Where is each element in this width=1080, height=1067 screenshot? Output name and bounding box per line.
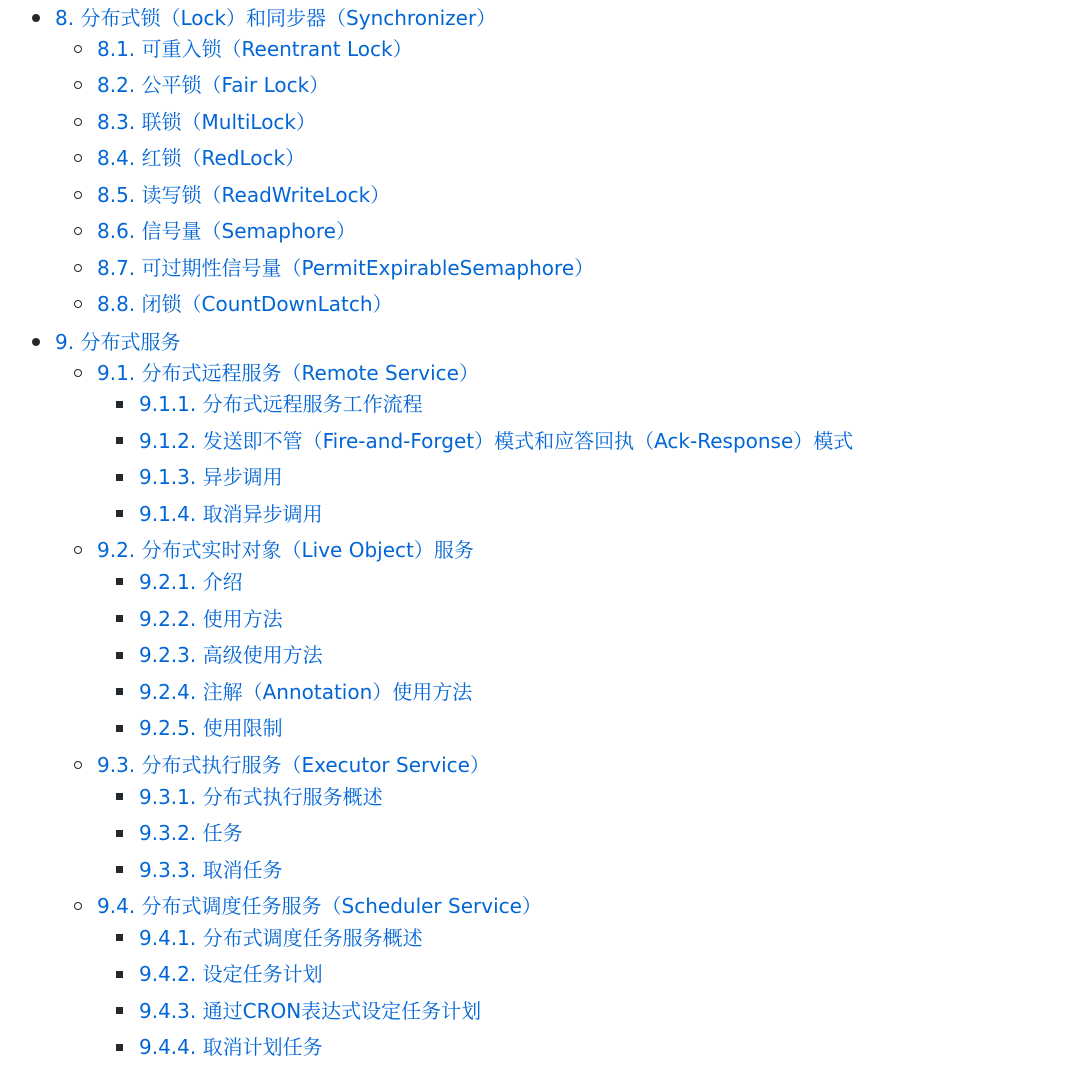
square-bullet (116, 934, 123, 941)
toc-item-9-4 (97, 891, 542, 921)
toc-item-9-2-5 (139, 713, 283, 743)
circle-bullet (74, 154, 82, 162)
toc-link-9-3[interactable]: 9.3. 分布式执行服务（Executor Service） (97, 753, 490, 777)
square-bullet (116, 725, 123, 732)
toc-item-8-7 (97, 253, 594, 283)
square-bullet (116, 1007, 123, 1014)
toc-item-8 (55, 3, 496, 33)
toc-item-9-3 (97, 750, 490, 780)
disc-bullet (32, 14, 40, 22)
toc-link-9-2-4[interactable]: 9.2.4. 注解（Annotation）使用方法 (139, 680, 473, 704)
circle-bullet (74, 45, 82, 53)
toc-item-9-3-1 (139, 782, 383, 812)
circle-bullet (74, 264, 82, 272)
toc-item-9-4-4 (139, 1032, 323, 1062)
toc-link-9-4-3[interactable]: 9.4.3. 通过CRON表达式设定任务计划 (139, 999, 482, 1023)
toc-link-8-7[interactable]: 8.7. 可过期性信号量（PermitExpirableSemaphore） (97, 256, 595, 280)
square-bullet (116, 688, 123, 695)
toc-item-8-6 (97, 216, 356, 246)
circle-bullet (74, 546, 82, 554)
toc-link-9-1-2[interactable]: 9.1.2. 发送即不管（Fire-and-Forget）模式和应答回执（Ack-Response）模式 (139, 429, 854, 453)
square-bullet (116, 652, 123, 659)
circle-bullet (74, 81, 82, 89)
toc-item-8-2 (97, 70, 329, 100)
toc-item-9-2-3 (139, 640, 323, 670)
toc-item-9-4-1 (139, 923, 423, 953)
toc-link-9-1-1[interactable]: 9.1.1. 分布式远程服务工作流程 (139, 392, 423, 416)
toc-link-8-6[interactable]: 8.6. 信号量（Semaphore） (97, 219, 356, 243)
circle-bullet (74, 369, 82, 377)
toc-item-9-3-3 (139, 855, 283, 885)
toc-link-8[interactable]: 8. 分布式锁（Lock）和同步器（Synchronizer） (55, 6, 497, 30)
toc-link-9-2[interactable]: 9.2. 分布式实时对象（Live Object）服务 (97, 538, 474, 562)
toc-link-9-1-4[interactable]: 9.1.4. 取消异步调用 (139, 502, 323, 526)
toc-link-9-3-1[interactable]: 9.3.1. 分布式执行服务概述 (139, 785, 383, 809)
toc-item-9-4-3 (139, 996, 481, 1026)
square-bullet (116, 578, 123, 585)
toc-item-9-2 (97, 535, 474, 565)
toc-link-9-2-2[interactable]: 9.2.2. 使用方法 (139, 607, 283, 631)
toc-item-9-2-1 (139, 567, 243, 597)
square-bullet (116, 866, 123, 873)
toc-item-8-1 (97, 34, 413, 64)
toc-item-9-4-2 (139, 959, 323, 989)
toc-link-9-4[interactable]: 9.4. 分布式调度任务服务（Scheduler Service） (97, 894, 542, 918)
square-bullet (116, 830, 123, 837)
toc-item-9-1-2 (139, 426, 853, 456)
toc-link-9-3-3[interactable]: 9.3.3. 取消任务 (139, 858, 283, 882)
toc-item-9-1-1 (139, 389, 423, 419)
toc-item-9-1-4 (139, 499, 323, 529)
toc-link-9-3-2[interactable]: 9.3.2. 任务 (139, 821, 243, 845)
toc-link-9-4-1[interactable]: 9.4.1. 分布式调度任务服务概述 (139, 926, 423, 950)
square-bullet (116, 1044, 123, 1051)
square-bullet (116, 401, 123, 408)
toc-item-9-1-3 (139, 462, 283, 492)
square-bullet (116, 510, 123, 517)
toc-item-9-1 (97, 358, 479, 388)
square-bullet (116, 793, 123, 800)
toc-item-8-3 (97, 107, 316, 137)
toc-item-8-5 (97, 180, 390, 210)
toc-item-8-8 (97, 289, 393, 319)
circle-bullet (74, 902, 82, 910)
toc-link-8-4[interactable]: 8.4. 红锁（RedLock） (97, 146, 306, 170)
circle-bullet (74, 761, 82, 769)
square-bullet (116, 615, 123, 622)
circle-bullet (74, 227, 82, 235)
toc-item-9 (55, 327, 180, 357)
square-bullet (116, 474, 123, 481)
toc-link-9-4-4[interactable]: 9.4.4. 取消计划任务 (139, 1035, 323, 1059)
circle-bullet (74, 118, 82, 126)
toc-link-8-5[interactable]: 8.5. 读写锁（ReadWriteLock） (97, 183, 391, 207)
toc-link-8-8[interactable]: 8.8. 闭锁（CountDownLatch） (97, 292, 393, 316)
toc-link-9-2-3[interactable]: 9.2.3. 高级使用方法 (139, 643, 323, 667)
disc-bullet (32, 338, 40, 346)
toc-item-8-4 (97, 143, 305, 173)
toc-link-8-2[interactable]: 8.2. 公平锁（Fair Lock） (97, 73, 330, 97)
toc-item-9-2-2 (139, 604, 283, 634)
toc-item-9-3-2 (139, 818, 243, 848)
toc-item-9-2-4 (139, 677, 472, 707)
toc-link-9-2-5[interactable]: 9.2.5. 使用限制 (139, 716, 283, 740)
circle-bullet (74, 300, 82, 308)
toc-link-8-1[interactable]: 8.1. 可重入锁（Reentrant Lock） (97, 37, 413, 61)
square-bullet (116, 971, 123, 978)
toc-link-9-2-1[interactable]: 9.2.1. 介绍 (139, 570, 243, 594)
square-bullet (116, 437, 123, 444)
toc-link-9-1-3[interactable]: 9.1.3. 异步调用 (139, 465, 283, 489)
toc-link-8-3[interactable]: 8.3. 联锁（MultiLock） (97, 110, 317, 134)
toc-link-9-1[interactable]: 9.1. 分布式远程服务（Remote Service） (97, 361, 479, 385)
circle-bullet (74, 191, 82, 199)
toc-link-9[interactable]: 9. 分布式服务 (55, 330, 181, 354)
toc-link-9-4-2[interactable]: 9.4.2. 设定任务计划 (139, 962, 323, 986)
